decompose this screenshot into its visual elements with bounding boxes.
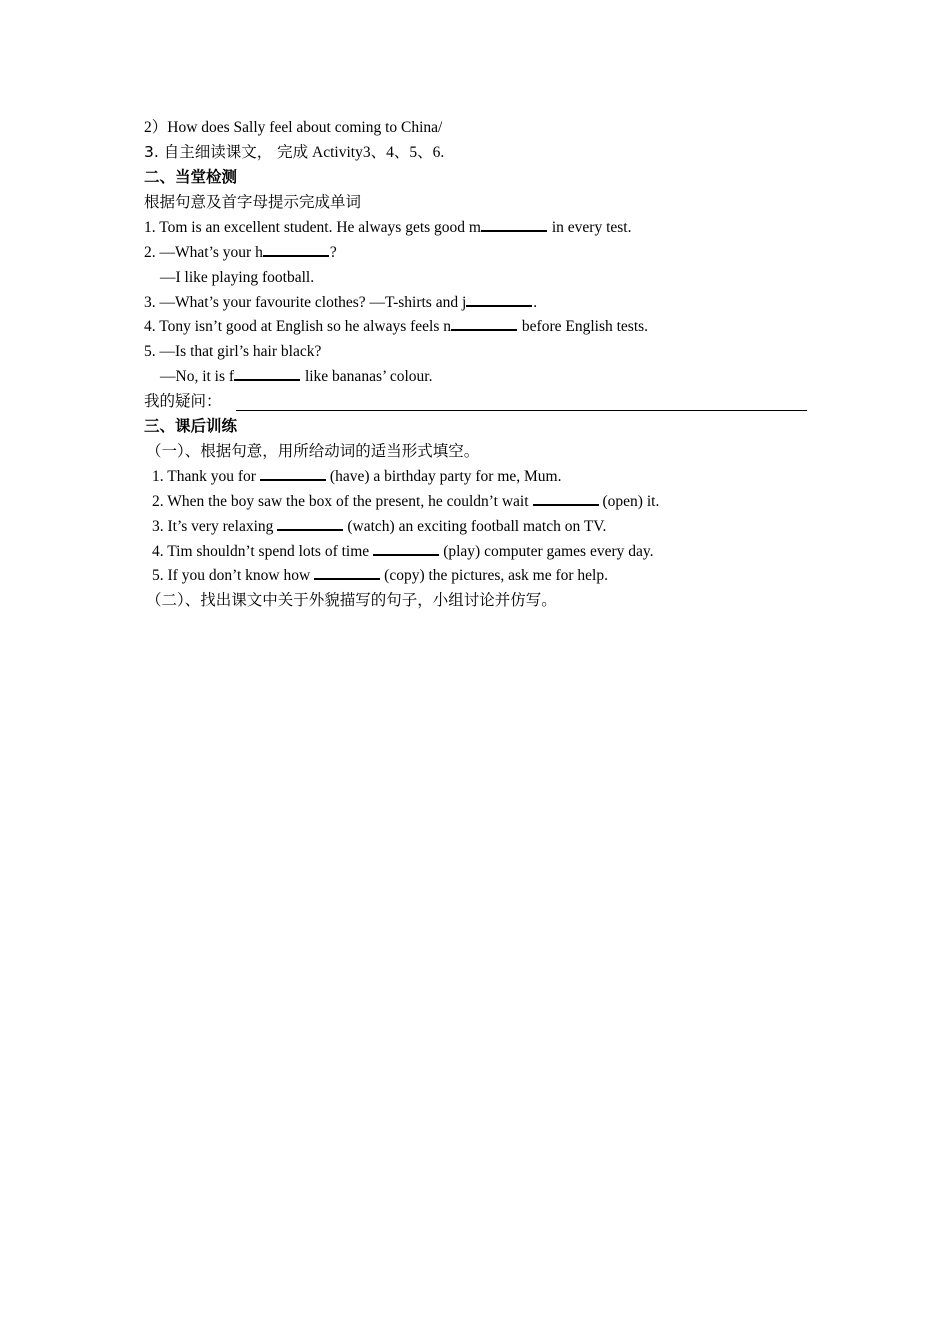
test-item-5: 5. —Is that girl’s hair black? <box>144 343 322 360</box>
reading-task-3-activities: Activity3、4、5、6. <box>308 144 445 161</box>
section-2-instruction: 根据句意及首字母提示完成单词 <box>144 193 362 211</box>
exercise-item-4-text: 4. Tim shouldn’t spend lots of time <box>152 543 370 560</box>
test-item-3 <box>144 290 537 315</box>
test-item-5-reply <box>160 364 432 389</box>
answer-blank[interactable] <box>277 528 343 531</box>
answer-blank[interactable] <box>466 304 532 307</box>
test-item-2-text: 2. —What’s your h <box>144 244 263 261</box>
section-3-heading: 三、课后训练 <box>144 417 238 435</box>
exercise-item-2-text-end: (open) it. <box>602 493 660 510</box>
test-item-3-text-end: . <box>533 294 538 311</box>
exercise-item-3 <box>152 514 606 539</box>
test-item-4 <box>144 314 648 339</box>
my-doubt-answer-line[interactable] <box>236 410 807 411</box>
exercise-item-3-text-end: (watch) an exciting football match on TV. <box>347 518 607 535</box>
section-2-heading: 二、当堂检测 <box>144 168 238 186</box>
answer-blank[interactable] <box>451 328 517 331</box>
test-item-5-reply-text: —No, it is f <box>160 368 235 385</box>
exercise-item-3-text: 3. It’s very relaxing <box>152 518 274 535</box>
exercise-item-4 <box>152 539 654 564</box>
exercise-item-2-text: 2. When the boy saw the box of the present, he couldn’t wait <box>152 493 529 510</box>
exercise-item-2 <box>152 489 659 514</box>
my-doubt-label: 我的疑问： <box>144 392 222 410</box>
test-item-1-text: 1. Tom is an excellent student. He always gets good m <box>144 219 481 236</box>
exercise-item-1 <box>152 464 561 489</box>
test-item-2-reply: —I like playing football. <box>160 269 315 286</box>
reading-task-3 <box>144 140 444 165</box>
answer-blank[interactable] <box>373 553 439 556</box>
test-item-4-text-end: before English tests. <box>518 318 649 335</box>
test-item-1 <box>144 215 632 240</box>
answer-blank[interactable] <box>260 478 326 481</box>
test-item-4-text: 4. Tony isn’t good at English so he always feels n <box>144 318 452 335</box>
exercise-1-instruction: （一）、根据句意，用所给动词的适当形式填空。 <box>146 442 480 460</box>
exercise-item-5 <box>152 563 608 588</box>
answer-blank[interactable] <box>533 503 599 506</box>
test-item-5-reply-end: like bananas’ colour. <box>301 368 433 385</box>
exercise-item-1-text: 1. Thank you for <box>152 468 256 485</box>
answer-blank[interactable] <box>263 254 329 257</box>
test-item-3-text: 3. —What’s your favourite clothes? —T-shirts and j <box>144 294 467 311</box>
answer-blank[interactable] <box>314 577 380 580</box>
exercise-item-4-text-end: (play) computer games every day. <box>443 543 654 560</box>
reading-task-3-cjk: 3. 自主细读课文， 完成 <box>144 143 309 161</box>
exercise-2-instruction: （二）、找出课文中关于外貌描写的句子，小组讨论并仿写。 <box>146 591 557 609</box>
reading-question-2: 2）How does Sally feel about coming to China/ <box>144 119 443 136</box>
test-item-2 <box>144 240 337 265</box>
exercise-item-5-text: 5. If you don’t know how <box>152 567 311 584</box>
exercise-item-5-text-end: (copy) the pictures, ask me for help. <box>384 567 608 584</box>
test-item-1-text-end: in every test. <box>547 219 632 236</box>
answer-blank[interactable] <box>481 229 547 232</box>
answer-blank[interactable] <box>234 378 300 381</box>
exercise-item-1-text-end: (have) a birthday party for me, Mum. <box>329 468 562 485</box>
test-item-2-text-end: ? <box>329 244 337 261</box>
